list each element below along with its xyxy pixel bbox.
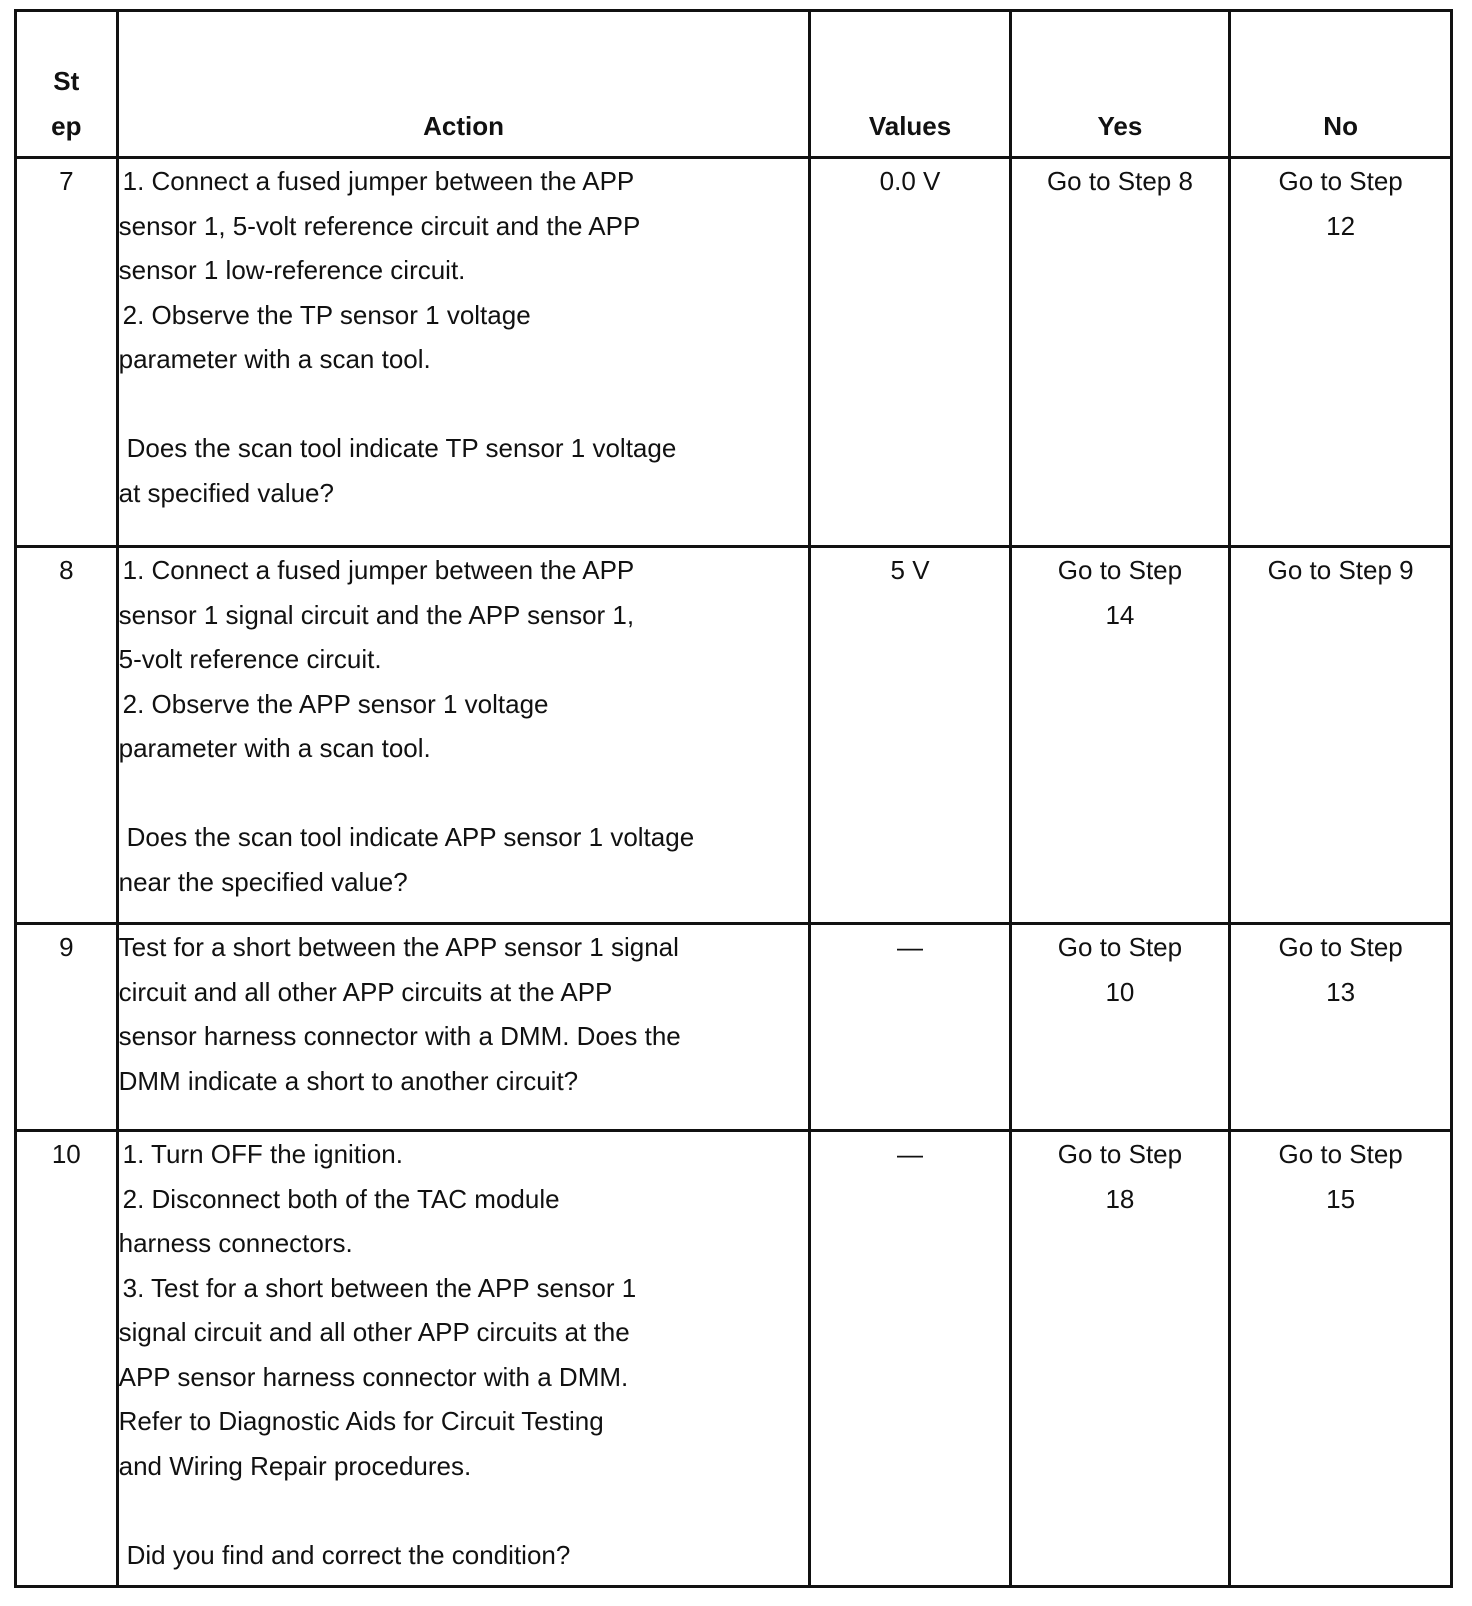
no-text: 12: [1326, 210, 1356, 241]
question-line: Did you find and correct the condition?: [126, 1539, 571, 1570]
action-line: 2. Observe the APP sensor 1 voltage: [122, 688, 549, 719]
action-line: parameter with a scan tool.: [118, 344, 431, 374]
no-text: 13: [1326, 976, 1356, 1007]
step-number: 8: [16, 547, 118, 924]
no-text: Go to Step 9: [1267, 555, 1414, 585]
action-line: 1. Turn OFF the ignition.: [122, 1139, 403, 1169]
header-row: [16, 11, 1452, 158]
action-line: sensor 1 signal circuit and the APP sensor 1,: [118, 599, 635, 630]
action-line: sensor 1 low-reference circuit.: [118, 255, 466, 285]
step-number: 9: [16, 924, 118, 1131]
action-line: 2. Observe the TP sensor 1 voltage: [122, 299, 531, 330]
table-row-step-7: [16, 158, 1452, 547]
yes-text: Go to Step: [1057, 1139, 1183, 1169]
question-line: Does the scan tool indicate TP sensor 1 voltage: [126, 433, 677, 463]
yes-text: 14: [1105, 599, 1135, 630]
diagnostic-table: [14, 9, 1453, 1588]
action-line: APP sensor harness connector with a DMM.: [118, 1361, 629, 1392]
header-no: No: [1230, 11, 1452, 158]
action-line: 5-volt reference circuit.: [118, 644, 382, 674]
question-line: Does the scan tool indicate APP sensor 1 voltage: [126, 822, 695, 852]
header-step-line2: ep: [51, 110, 82, 141]
yes-text: Go to Step: [1057, 555, 1183, 585]
no-text: Go to Step: [1278, 1139, 1403, 1169]
header-step-line1: St: [53, 66, 80, 96]
action-line: and Wiring Repair procedures.: [118, 1450, 472, 1481]
action-line: harness connectors.: [118, 1228, 353, 1258]
value-cell: 5 V: [810, 547, 1010, 924]
value-cell: —: [810, 924, 1010, 1131]
action-line: Test for a short between the APP sensor 1 signal: [118, 932, 679, 962]
yes-cell: [1010, 924, 1230, 1131]
question-line: at specified value?: [118, 477, 334, 508]
yes-cell: [1010, 158, 1230, 547]
yes-text: 18: [1105, 1183, 1135, 1214]
yes-cell: [1010, 1131, 1230, 1587]
no-text: 15: [1326, 1183, 1356, 1214]
table-row-step-8: [16, 547, 1452, 924]
action-line: parameter with a scan tool.: [118, 733, 431, 763]
action-line: signal circuit and all other APP circuits at the: [118, 1317, 630, 1347]
action-line: 1. Connect a fused jumper between the APP: [122, 555, 635, 585]
table-row-step-9: [16, 924, 1452, 1131]
value-cell: 0.0 V: [810, 158, 1010, 547]
value-cell: —: [810, 1131, 1010, 1587]
step-number: 10: [16, 1131, 118, 1587]
no-text: Go to Step: [1278, 932, 1403, 962]
header-values: Values: [810, 11, 1010, 158]
action-text: [117, 1131, 810, 1587]
header-step: [16, 11, 118, 158]
yes-text: Go to Step: [1057, 932, 1183, 962]
action-line: 3. Test for a short between the APP sensor 1: [122, 1272, 637, 1303]
action-text: [117, 158, 810, 547]
question-line: near the specified value?: [118, 866, 408, 897]
action-line: sensor harness connector with a DMM. Does the: [118, 1021, 681, 1051]
yes-cell: [1010, 547, 1230, 924]
action-line: circuit and all other APP circuits at the APP: [118, 976, 613, 1007]
action-line: 1. Connect a fused jumper between the APP: [122, 166, 635, 196]
header-action: Action: [117, 11, 810, 158]
action-line: Refer to Diagnostic Aids for Circuit Testing: [118, 1406, 604, 1436]
no-cell: [1230, 158, 1452, 547]
action-line: sensor 1, 5-volt reference circuit and the APP: [118, 210, 641, 241]
no-text: Go to Step: [1278, 166, 1403, 196]
action-line: DMM indicate a short to another circuit?: [118, 1065, 579, 1096]
action-line: 2. Disconnect both of the TAC module: [122, 1183, 560, 1214]
yes-text: 10: [1105, 976, 1135, 1007]
yes-text: Go to Step 8: [1046, 166, 1193, 196]
header-yes: Yes: [1010, 11, 1230, 158]
action-text: [117, 924, 810, 1131]
no-cell: [1230, 1131, 1452, 1587]
action-text: [117, 547, 810, 924]
no-cell: [1230, 924, 1452, 1131]
no-cell: [1230, 547, 1452, 924]
step-number: 7: [16, 158, 118, 547]
table-row-step-10: [16, 1131, 1452, 1587]
